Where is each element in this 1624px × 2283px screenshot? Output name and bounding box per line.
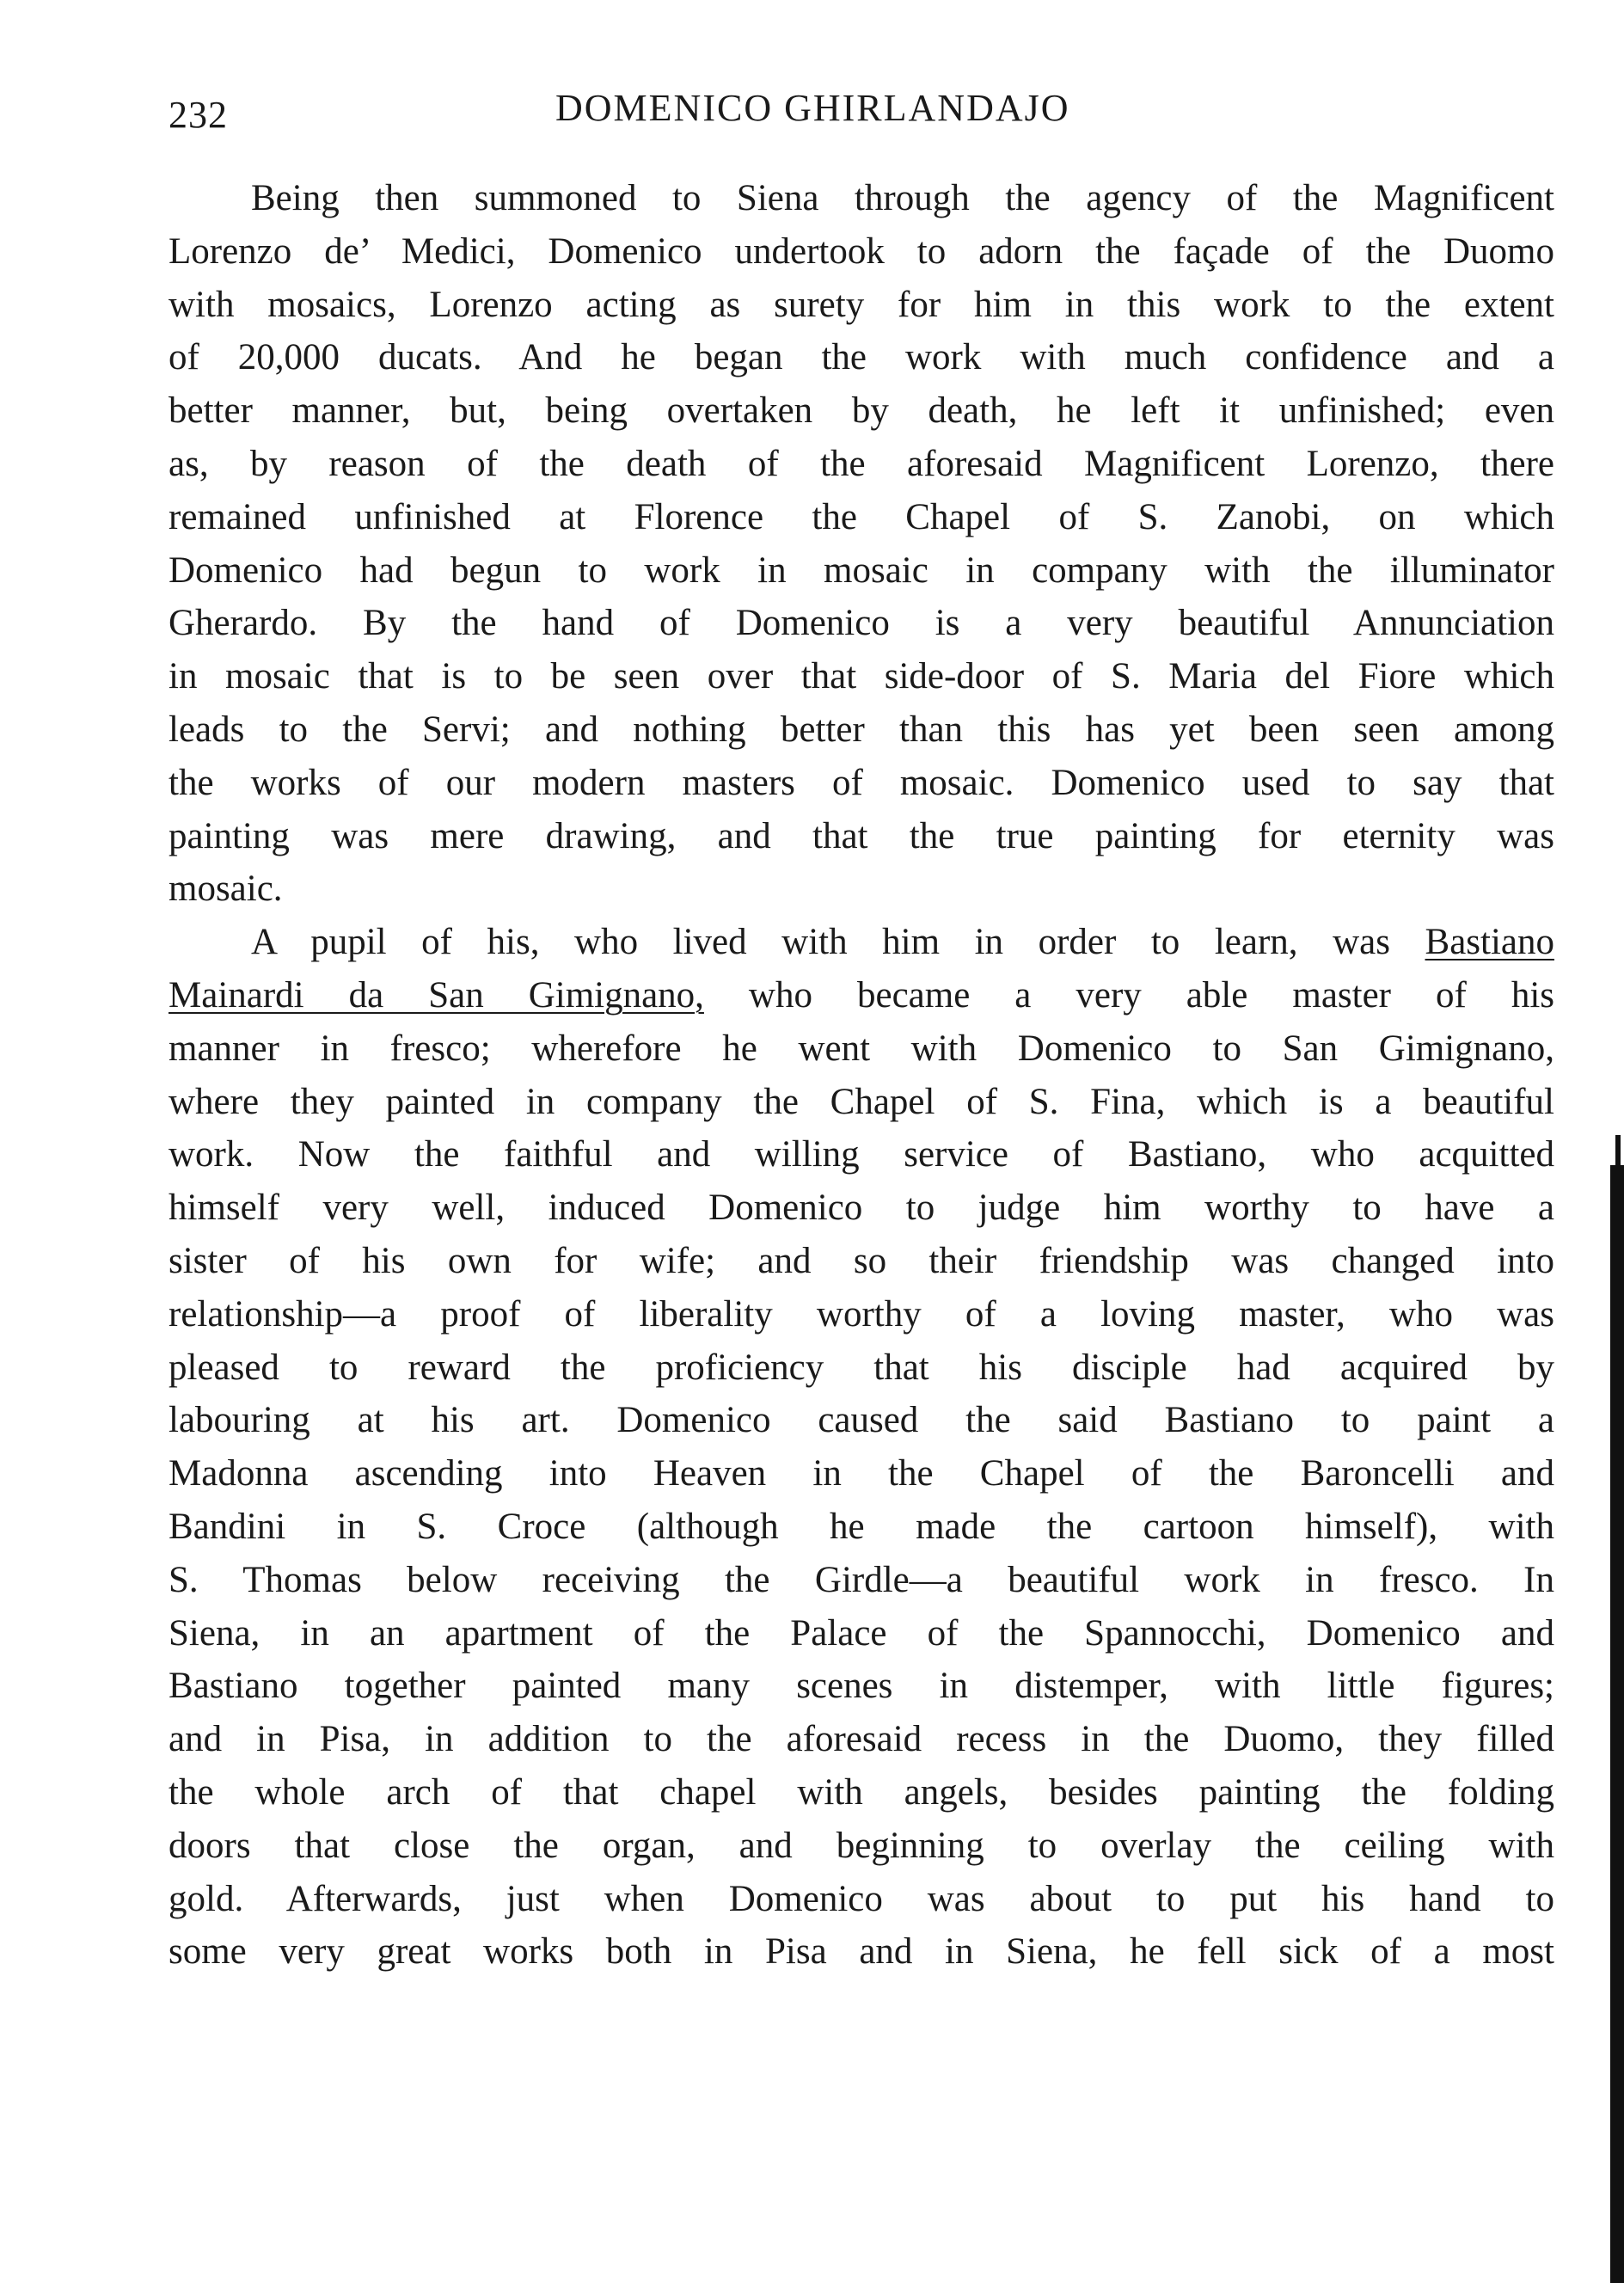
text-line xyxy=(169,916,1554,969)
text-line: as, by reason of the death of the aforesaid Magnificent Lorenzo, there xyxy=(169,443,1554,484)
text-line xyxy=(169,969,1554,1022)
text-line: leads to the Servi; and nothing better than this has yet been seen among xyxy=(169,709,1554,750)
line-text: who became a very able master of his xyxy=(703,974,1554,1016)
text-line: remained unfinished at Florence the Chapel of S. Zanobi, on which xyxy=(169,496,1554,537)
text-line: the works of our modern masters of mosaic. Domenico used to say that xyxy=(169,762,1554,803)
text-line: painting was mere drawing, and that the true painting for eternity was xyxy=(169,815,1554,856)
text-line: with mosaics, Lorenzo acting as surety for him in this work to the extent xyxy=(169,284,1554,325)
text-line: of 20,000 ducats. And he began the work with much confidence and a xyxy=(169,337,1554,378)
text-line: S. Thomas below receiving the Girdle—a beautiful work in fresco. In xyxy=(169,1559,1554,1600)
text-line: Madonna ascending into Heaven in the Chapel of the Baroncelli and xyxy=(169,1453,1554,1494)
text-line: Being then summoned to Siena through the agency of the Magnificent xyxy=(251,178,1554,218)
paragraph-2 xyxy=(169,916,1554,1979)
text-line: himself very well, induced Domenico to judge him worthy to have a xyxy=(169,1188,1554,1229)
scan-edge-shadow xyxy=(1610,1165,1624,2283)
text-line: relationship—a proof of liberality worthy of a loving master, who was xyxy=(169,1293,1554,1335)
text-line: labouring at his art. Domenico caused the said Bastiano to paint a xyxy=(169,1400,1554,1441)
text-line: Bandini in S. Croce (although he made the cartoon himself), with xyxy=(169,1506,1554,1547)
page-header xyxy=(169,86,1553,138)
text-line: work. Now the faithful and willing service of Bastiano, who acquitted xyxy=(169,1134,1554,1175)
text-line: gold. Afterwards, just when Domenico was about to put his hand to xyxy=(169,1878,1554,1919)
text-line: sister of his own for wife; and so their friendship was changed into xyxy=(169,1240,1554,1281)
text-line: some very great works both in Pisa and in Siena, he fell sick of a most xyxy=(169,1931,1554,1973)
text-line: better manner, but, being overtaken by death, he left it unfinished; even xyxy=(169,390,1554,432)
text-line: in mosaic that is to be seen over that side-door of S. Maria del Fiore which xyxy=(169,656,1554,697)
text-line: where they painted in company the Chapel of S. Fina, which is a beautiful xyxy=(169,1081,1554,1122)
text-line: doors that close the organ, and beginning to overlay the ceiling with xyxy=(169,1825,1554,1866)
text-line: manner in fresco; wherefore he went with Domenico to San Gimignano, xyxy=(169,1028,1554,1069)
text-line: Siena, in an apartment of the Palace of the Spannocchi, Domenico and xyxy=(169,1612,1554,1654)
underlined-name: Mainardi da San Gimignano, xyxy=(169,974,704,1016)
text-line: mosaic. xyxy=(169,868,283,910)
running-title: DOMENICO GHIRLANDAJO xyxy=(555,87,1070,129)
text-line: and in Pisa, in addition to the aforesaid recess in the Duomo, they filled xyxy=(169,1719,1554,1760)
line-text: A pupil of his, who lived with him in order to learn, was xyxy=(251,922,1425,963)
text-line: pleased to reward the proficiency that his disciple had acquired by xyxy=(169,1347,1554,1388)
text-line: Bastiano together painted many scenes in distemper, with little figures; xyxy=(169,1666,1554,1707)
text-body xyxy=(169,172,1554,1979)
text-line: Lorenzo de’ Medici, Domenico undertook to adorn the façade of the Duomo xyxy=(169,230,1554,272)
page-number: 232 xyxy=(169,94,228,136)
underlined-name: Bastiano xyxy=(1425,922,1554,963)
text-line: Gherardo. By the hand of Domenico is a very beautiful Annunciation xyxy=(169,603,1554,644)
paragraph-1 xyxy=(169,172,1554,916)
text-line: the whole arch of that chapel with angels, besides painting the folding xyxy=(169,1771,1554,1813)
text-line: Domenico had begun to work in mosaic in company with the illuminator xyxy=(169,549,1554,591)
